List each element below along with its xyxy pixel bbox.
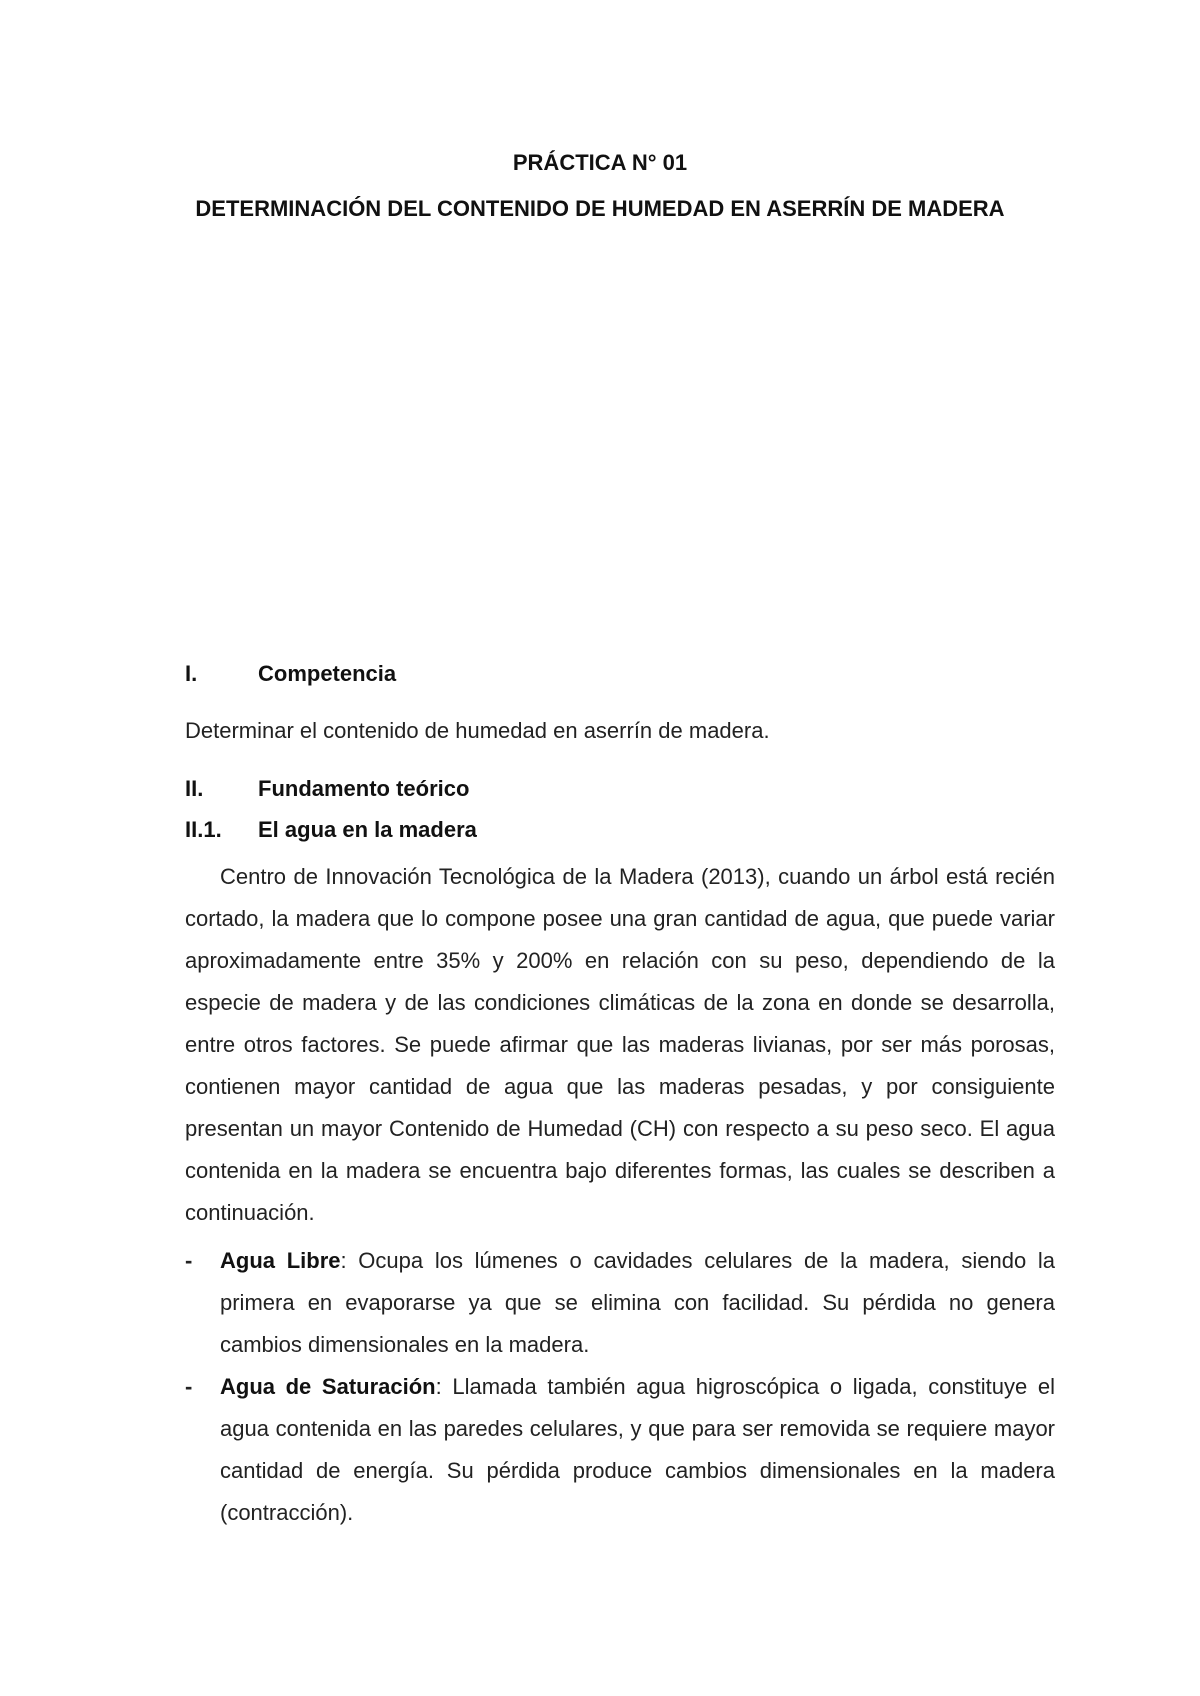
section-heading-competencia xyxy=(185,661,396,687)
section-title: Fundamento teórico xyxy=(258,776,470,801)
bullet-list xyxy=(185,1240,1055,1366)
section-number: I. xyxy=(185,661,198,686)
agua-paragraph: Centro de Innovación Tecnológica de la Madera (2013), cuando un árbol está recién cortado, la madera que lo compone posee una gran cantidad de agua, que puede variar aproximadamente entre 35% y 200% en relación con su peso, dependiendo de la especie de madera y de las condiciones climáticas de la zona en donde se desarrolla, entre otros factores. Se puede afirmar que las maderas livianas, por ser más porosas, contienen mayor cantidad de agua que las maderas pesadas, y por consiguiente presentan un mayor Contenido de Humedad (CH) con respecto a su peso seco. El agua contenida en la madera se encuentra bajo diferentes formas, las cuales se describen a continuación. xyxy=(185,864,1055,1225)
section-title: El agua en la madera xyxy=(258,817,477,842)
competencia-text: Determinar el contenido de humedad en aserrín de madera. xyxy=(185,718,770,743)
subsection-heading-agua xyxy=(185,817,477,843)
document-title: PRÁCTICA N° 01 xyxy=(512,150,688,175)
bullet-item-agua-libre xyxy=(185,1240,1055,1366)
bullet-item-agua-saturacion xyxy=(185,1366,1055,1534)
section-heading-fundamento xyxy=(185,776,469,802)
document-subtitle: DETERMINACIÓN DEL CONTENIDO DE HUMEDAD EN ASERRÍN DE MADERA xyxy=(195,196,1005,221)
bullet-list xyxy=(185,1366,1055,1534)
bullet-marker: - xyxy=(185,1248,193,1273)
section-title: Competencia xyxy=(258,661,397,686)
bullet-term: Agua Libre xyxy=(220,1248,341,1273)
bullet-marker: - xyxy=(185,1374,193,1399)
bullet-text: : Llamada también agua higroscópica o ligada, constituye el agua contenida en las paredes celulares, y que para ser removida se requiere mayor cantidad de energía. Su pérdida produce cambios dimensionales en la madera (contracción). xyxy=(220,1374,1055,1525)
section-number: II. xyxy=(185,776,204,801)
bullet-term: Agua de Saturación xyxy=(220,1374,436,1399)
bullet-text: : Ocupa los lúmenes o cavidades celulares de la madera, siendo la primera en evaporarse ya que se elimina con facilidad. Su pérdida no genera cambios dimensionales en la madera. xyxy=(220,1248,1055,1357)
section-number: II.1. xyxy=(185,817,222,842)
